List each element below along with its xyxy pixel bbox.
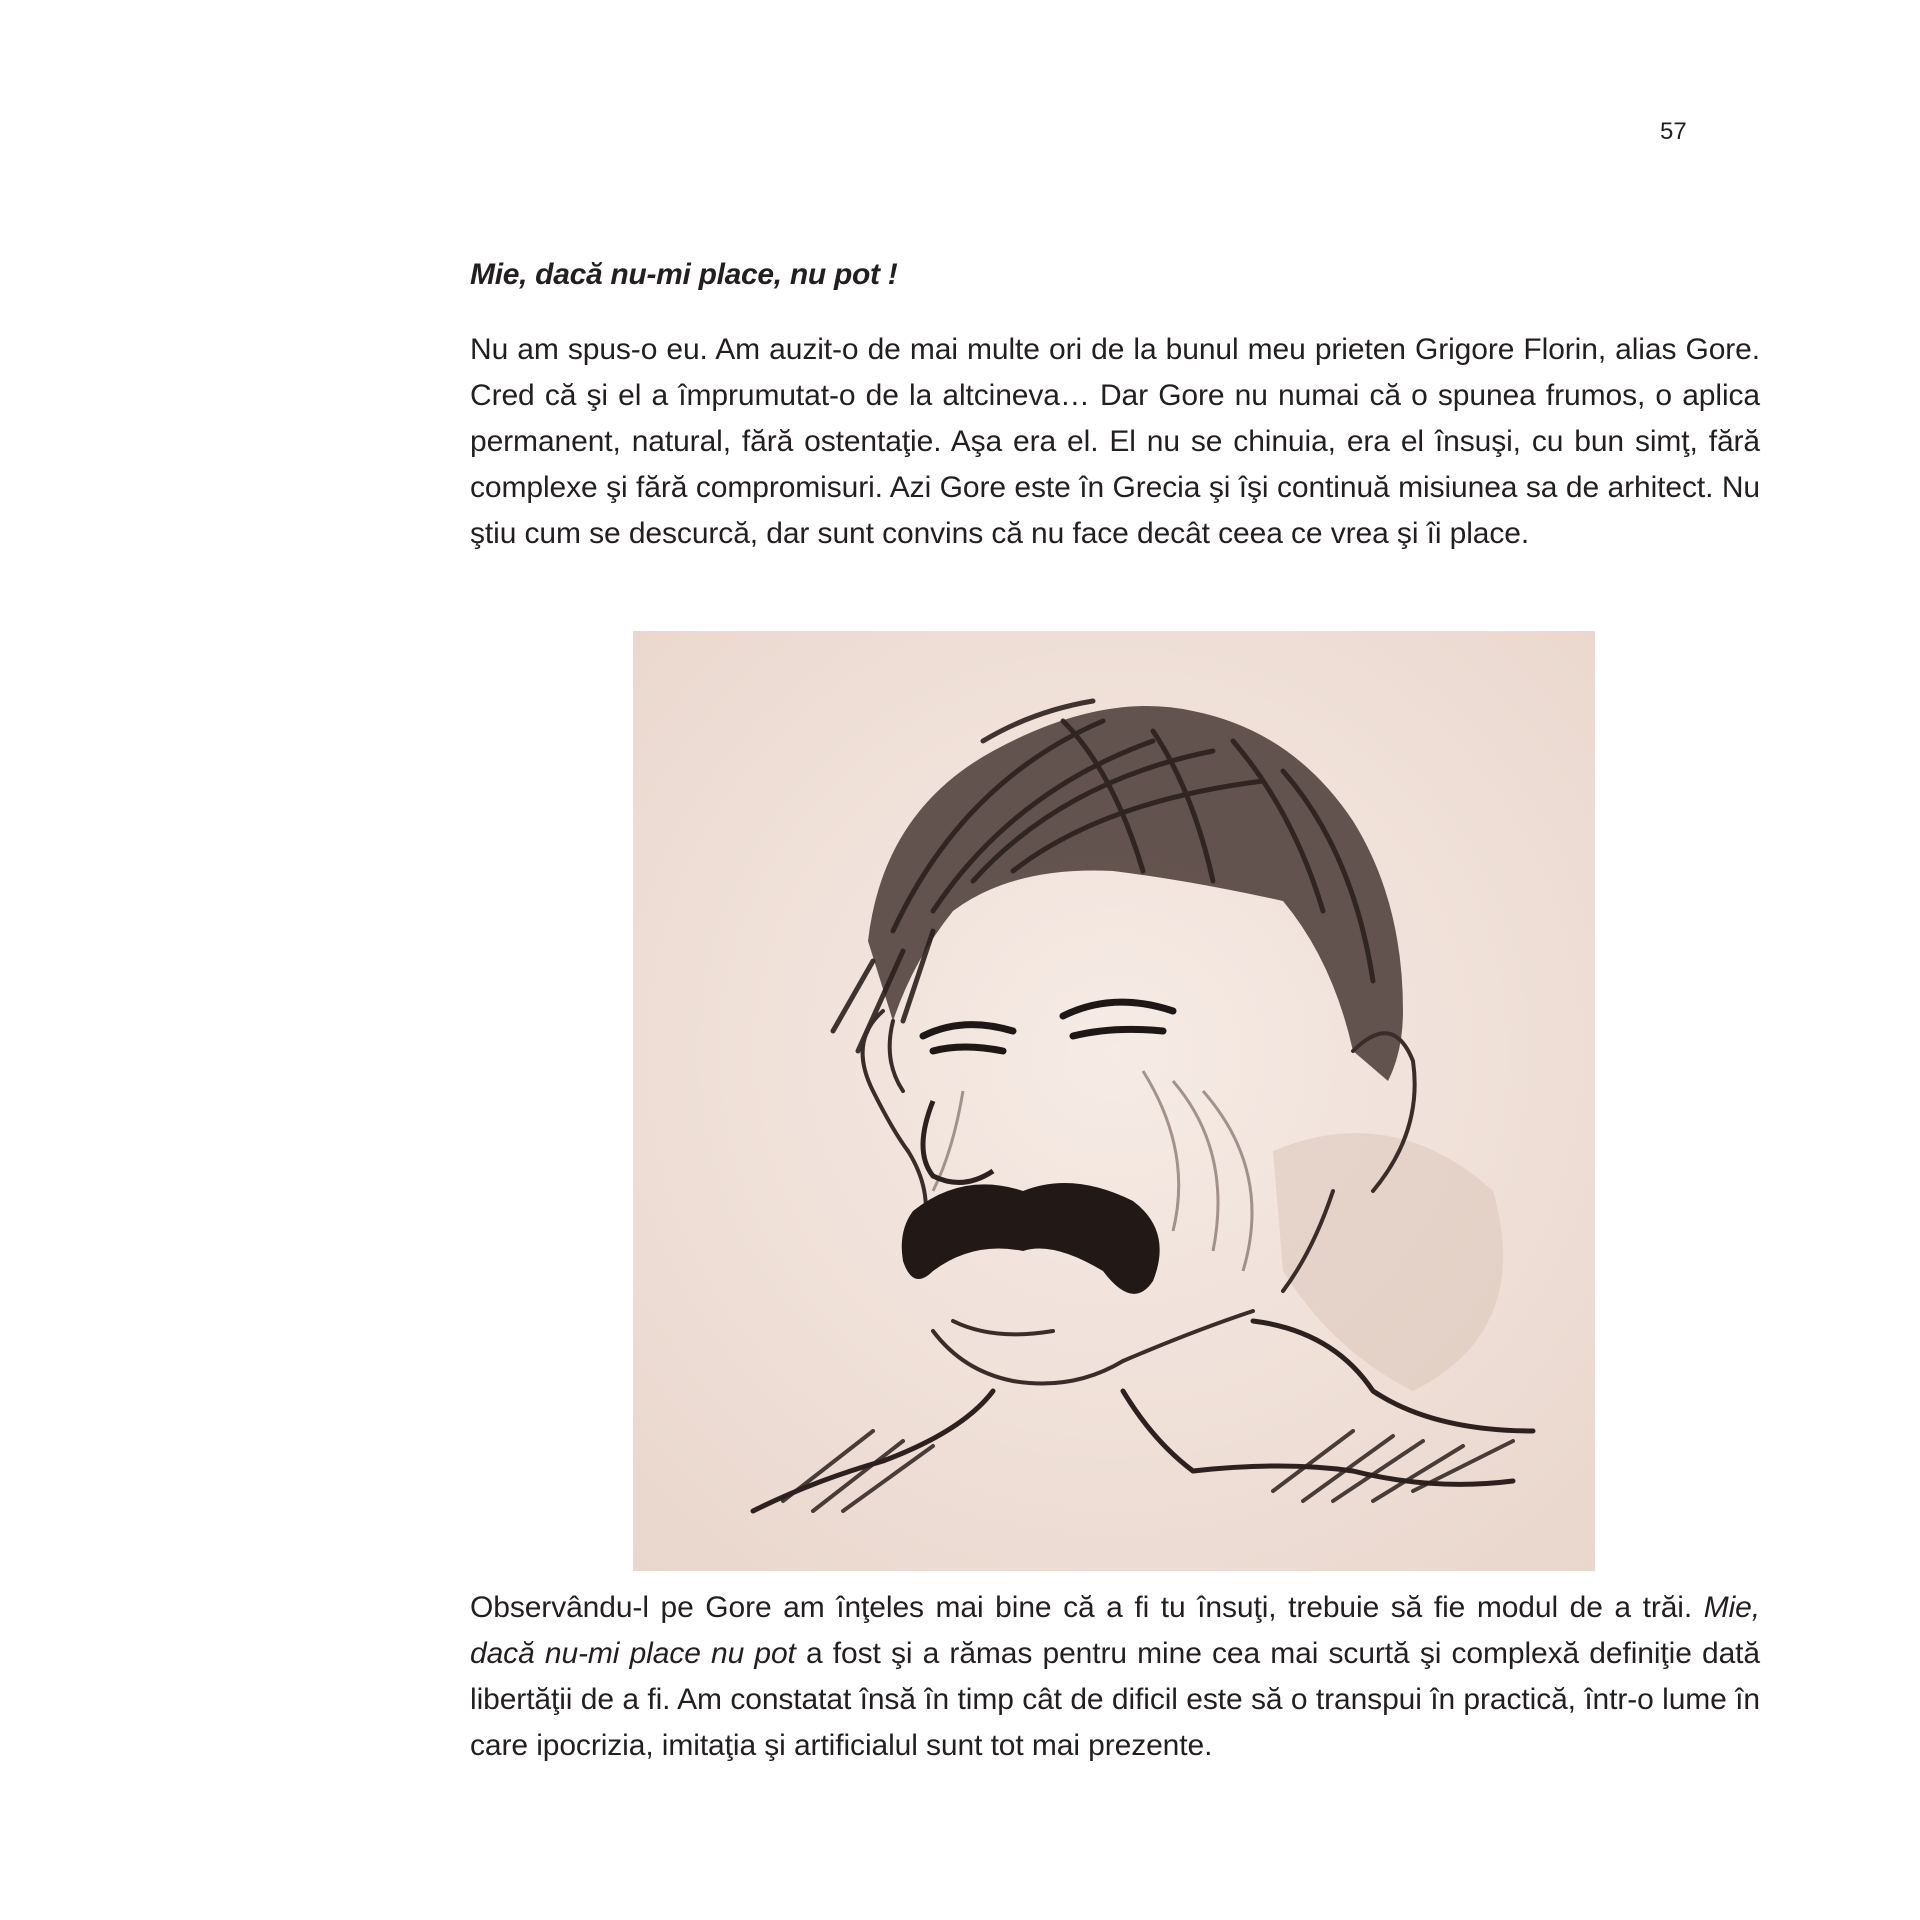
portrait-sketch-drawing [633, 631, 1595, 1571]
page-number: 57 [1660, 118, 1687, 145]
section-title: Mie, dacă nu-mi place, nu pot ! [470, 258, 898, 291]
reflection-rest: a fost şi a rămas pentru mine cea mai scurtă şi complexă definiţie dată libertăţii de a fi. Am constatat însă în timp cât de dificil este să o transpui în practică, într-o lume în care ipocrizia, imitaţia şi artificialul sunt tot mai prezente. [470, 1637, 1760, 1762]
portrait-sketch-figure [633, 631, 1595, 1571]
paragraph-intro: Nu am spus-o eu. Am auzit-o de mai multe ori de la bunul meu prieten Grigore Florin, alias Gore. Cred că şi el a împrumutat-o de la altcineva… Dar Gore nu numai că o spunea frumos, o aplica permanent, natural, fără ostentaţie. Aşa era el. El nu se chinuia, era el însuşi, cu bun simţ, fără complexe şi fără compromisuri. Azi Gore este în Grecia şi îşi continuă misiunea sa de arhitect. Nu ştiu cum se descurcă, dar sunt convins că nu face decât ceea ce vrea şi îi place. [470, 333, 1760, 550]
paragraph-reflection [470, 1585, 1760, 1769]
reflection-start: Observându-l pe Gore am înţeles mai bine că a fi tu însuţi, trebuie să fie modul de a trăi. [470, 1591, 1704, 1624]
reflection-quote: Mie, dacă nu-mi place nu pot [470, 1591, 1760, 1670]
